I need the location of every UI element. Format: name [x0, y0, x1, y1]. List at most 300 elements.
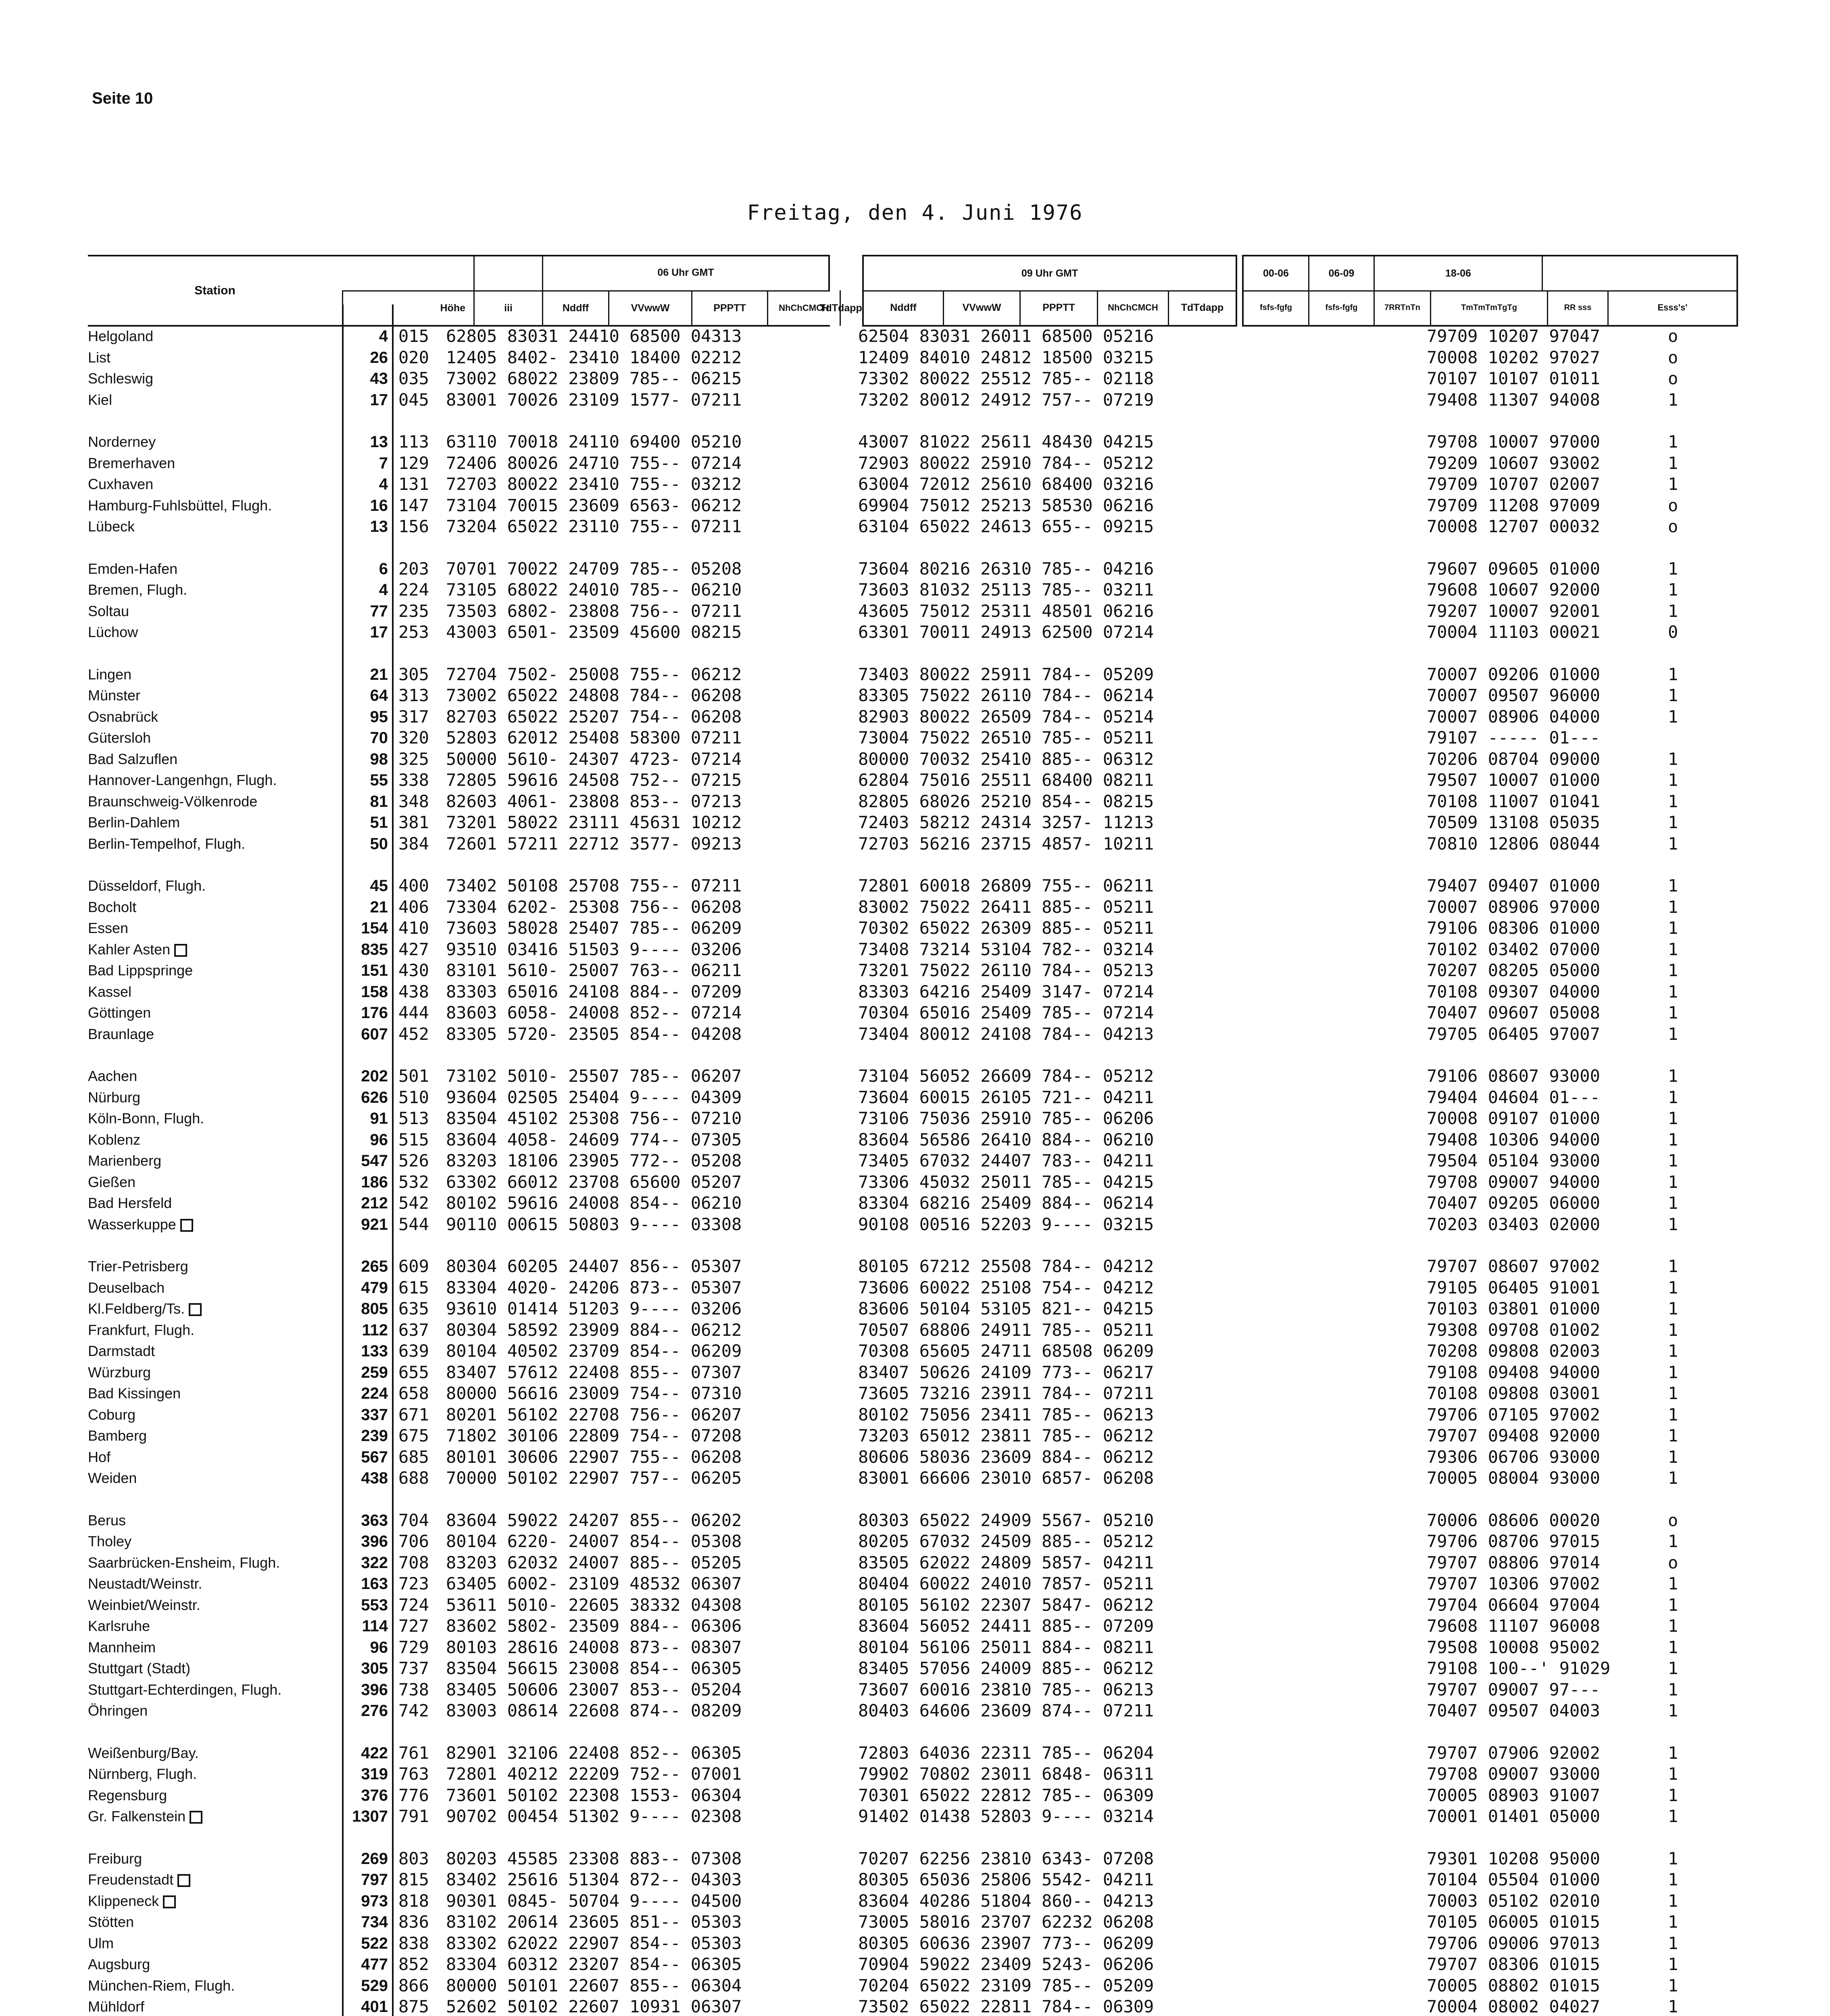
- station-name: [88, 706, 158, 727]
- obs-18-06: 79108 09408 94000: [1427, 1362, 1600, 1382]
- obs-18-06: 79708 09007 93000: [1427, 1764, 1600, 1784]
- obs-09-gmt: 70507 68806 24911 785-- 05211: [858, 1320, 1154, 1340]
- obs-code: 1: [1668, 1658, 1678, 1678]
- obs-09-gmt: 73104 56052 26609 784-- 05212: [858, 1066, 1154, 1086]
- station-height: 17: [370, 391, 388, 409]
- obs-06-gmt: 72703 80022 23410 755-- 03212: [446, 474, 742, 494]
- station-name: [88, 1743, 199, 1764]
- station-name: [88, 1806, 202, 1827]
- obs-09-gmt: 70301 65022 22812 785-- 06309: [858, 1785, 1154, 1805]
- station-name: [88, 1425, 147, 1446]
- obs-06-gmt: 83407 57612 22408 855-- 07307: [446, 1362, 742, 1382]
- obs-06-gmt: 83504 56615 23008 854-- 06305: [446, 1658, 742, 1678]
- station-name: [88, 1679, 281, 1700]
- obs-18-06: 79106 08306 01000: [1427, 918, 1600, 938]
- station-index: 776: [398, 1785, 429, 1805]
- station-index: 501: [398, 1066, 429, 1086]
- obs-06-gmt: 83504 45102 25308 756-- 07210: [446, 1108, 742, 1128]
- station-height: 7: [379, 454, 388, 472]
- table-row: [0, 897, 1830, 918]
- table-row: [0, 601, 1830, 622]
- obs-code: o: [1668, 1510, 1678, 1530]
- station-height: 1307: [352, 1808, 388, 1825]
- obs-09-gmt: 83606 50104 53105 821-- 04215: [858, 1299, 1154, 1318]
- obs-code: 1: [1668, 939, 1678, 959]
- obs-code: 1: [1668, 1785, 1678, 1805]
- station-name: [88, 1172, 135, 1193]
- station-height: 55: [370, 771, 388, 789]
- table-row: [0, 1341, 1830, 1362]
- station-height: 4: [379, 327, 388, 345]
- station-index: 348: [398, 791, 429, 811]
- station-index: 738: [398, 1679, 429, 1699]
- obs-09-gmt: 73005 58016 23707 62232 06208: [858, 1912, 1154, 1932]
- table-row: [0, 664, 1830, 685]
- obs-06-gmt: 83405 50606 23007 853-- 05204: [446, 1679, 742, 1699]
- table-row: [0, 1383, 1830, 1404]
- station-index: 513: [398, 1108, 429, 1128]
- station-index: 671: [398, 1404, 429, 1425]
- obs-06-gmt: 83003 08614 22608 874-- 08209: [446, 1701, 742, 1720]
- station-name: [88, 897, 136, 918]
- table-row: [0, 474, 1830, 495]
- station-name-text: Hamburg-Fuhlsbüttel, Flugh.: [88, 497, 272, 514]
- obs-code: o: [1668, 516, 1678, 536]
- station-name: [88, 1447, 110, 1468]
- table-row: [0, 1129, 1830, 1151]
- obs-code: 1: [1668, 558, 1678, 579]
- obs-09-gmt: 73306 45032 25011 785-- 04215: [858, 1172, 1154, 1192]
- station-index: 688: [398, 1468, 429, 1488]
- table-row: [0, 1616, 1830, 1637]
- station-index: 615: [398, 1277, 429, 1297]
- table-row: [0, 1066, 1830, 1087]
- obs-code: 1: [1668, 601, 1678, 621]
- header-left: [88, 255, 862, 327]
- station-height: 522: [361, 1934, 388, 1952]
- station-name-text: Koblenz: [88, 1131, 141, 1148]
- station-name-text: Weinbiet/Weinstr.: [88, 1596, 200, 1613]
- obs-06-gmt: 93604 02505 25404 9---- 04309: [446, 1087, 742, 1107]
- station-name: [88, 1150, 161, 1171]
- station-height: 13: [370, 433, 388, 451]
- station-index: 836: [398, 1912, 429, 1932]
- obs-18-06: 70004 11103 00021: [1427, 622, 1600, 642]
- obs-09-gmt: 83002 75022 26411 885-- 05211: [858, 897, 1154, 917]
- station-index: 384: [398, 833, 429, 854]
- station-name-text: Schleswig: [88, 370, 154, 387]
- station-name: [88, 1193, 172, 1214]
- station-name: [88, 833, 245, 854]
- obs-18-06: 70407 09607 05008: [1427, 1003, 1600, 1023]
- obs-code: 1: [1668, 1151, 1678, 1170]
- station-name-text: Nürnberg, Flugh.: [88, 1766, 197, 1782]
- obs-09-gmt: 70207 62256 23810 6343- 07208: [858, 1848, 1154, 1868]
- station-name-text: Nürburg: [88, 1089, 141, 1106]
- obs-18-06: 79508 10008 95002: [1427, 1637, 1600, 1657]
- station-index: 113: [398, 432, 429, 452]
- station-name-text: Bad Salzuflen: [88, 750, 178, 767]
- obs-09-gmt: 73603 81032 25113 785-- 03211: [858, 580, 1154, 600]
- table-row: [0, 1425, 1830, 1447]
- obs-18-06: 79209 10607 93002: [1427, 453, 1600, 473]
- station-height: 151: [361, 962, 388, 979]
- obs-06-gmt: 80201 56102 22708 756-- 06207: [446, 1404, 742, 1425]
- table-row: [0, 1320, 1830, 1341]
- obs-06-gmt: 93610 01414 51203 9---- 03206: [446, 1299, 742, 1318]
- sub-header-3: 7RRTnTn: [1374, 290, 1430, 325]
- station-group: [0, 664, 1830, 855]
- station-table: [0, 326, 1830, 2016]
- station-index: 708: [398, 1552, 429, 1572]
- station-name-text: Tholey: [88, 1533, 132, 1549]
- station-name-text: Bad Lippspringe: [88, 962, 193, 979]
- station-height: 224: [361, 1385, 388, 1402]
- obs-18-06: 79408 11307 94008: [1427, 389, 1600, 410]
- table-row: [0, 1700, 1830, 1722]
- table-row: [0, 1277, 1830, 1299]
- obs-18-06: 70007 08906 04000: [1427, 706, 1600, 727]
- station-name: [88, 558, 177, 579]
- obs-18-06: 79706 07105 97002: [1427, 1404, 1600, 1425]
- obs-09-gmt: 73302 80022 25512 785-- 02118: [858, 369, 1154, 388]
- obs-09-gmt: 43605 75012 25311 48501 06216: [858, 601, 1154, 621]
- station-index: 532: [398, 1172, 429, 1192]
- station-name: [88, 1531, 131, 1552]
- station-group: [0, 1256, 1830, 1489]
- obs-18-06: 70008 09107 01000: [1427, 1108, 1600, 1128]
- station-index: 305: [398, 664, 429, 684]
- station-name-text: Würzburg: [88, 1364, 151, 1381]
- table-row: [0, 770, 1830, 791]
- station-index: 313: [398, 685, 429, 705]
- obs-code: 1: [1668, 1129, 1678, 1150]
- station-name-text: Freiburg: [88, 1850, 142, 1867]
- obs-09-gmt: 80305 60636 23907 773-- 06209: [858, 1933, 1154, 1953]
- obs-code: 1: [1668, 1595, 1678, 1615]
- t06-header: 06 Uhr GMT: [542, 255, 830, 290]
- obs-09-gmt: 73004 75022 26510 785-- 05211: [858, 728, 1154, 748]
- station-name: [88, 685, 140, 706]
- station-index: 444: [398, 1003, 429, 1023]
- obs-18-06: 70102 03402 07000: [1427, 939, 1600, 959]
- station-name: [88, 727, 151, 748]
- station-name-text: Stuttgart-Echterdingen, Flugh.: [88, 1681, 282, 1698]
- obs-code: 1: [1668, 580, 1678, 600]
- obs-code: 1: [1668, 1531, 1678, 1551]
- station-index: 147: [398, 495, 429, 515]
- station-height: 202: [361, 1067, 388, 1085]
- station-height: 45: [370, 877, 388, 895]
- station-name-text: Frankfurt, Flugh.: [88, 1321, 195, 1338]
- table-row: [0, 1658, 1830, 1679]
- station-name-text: Münster: [88, 687, 141, 704]
- obs-18-06: 70407 09205 06000: [1427, 1193, 1600, 1213]
- obs-06-gmt: 80104 40502 23709 854-- 06209: [446, 1341, 742, 1361]
- station-height: 13: [370, 518, 388, 535]
- obs-09-gmt: 82805 68026 25210 854-- 08215: [858, 791, 1154, 811]
- obs-code: 1: [1668, 1637, 1678, 1657]
- station-height: 98: [370, 750, 388, 768]
- obs-18-06: 70008 12707 00032: [1427, 516, 1600, 536]
- station-index: 253: [398, 622, 429, 642]
- station-height: 797: [361, 1871, 388, 1889]
- table-row: [0, 1637, 1830, 1658]
- station-index: 338: [398, 770, 429, 790]
- station-name: [88, 474, 153, 495]
- station-name: [88, 981, 131, 1002]
- station-index: 035: [398, 369, 429, 388]
- obs-06-gmt: 83101 5610- 25007 763-- 06211: [446, 960, 742, 980]
- obs-18-06: 79301 10208 95000: [1427, 1848, 1600, 1868]
- table-row: [0, 1595, 1830, 1616]
- obs-code: o: [1668, 369, 1678, 388]
- c09-col-ppptt: PPPTT: [1019, 290, 1097, 325]
- obs-18-06: 79706 08706 97015: [1427, 1531, 1600, 1551]
- station-name: [88, 1616, 150, 1637]
- station-name-text: Göttingen: [88, 1004, 151, 1021]
- station-height: 269: [361, 1849, 388, 1868]
- obs-code: 1: [1668, 1341, 1678, 1361]
- station-name-text: Kahler Asten: [88, 941, 171, 958]
- obs-18-06: 79709 10707 02007: [1427, 474, 1600, 494]
- obs-code: 1: [1668, 1024, 1678, 1044]
- station-name: [88, 1552, 280, 1573]
- obs-09-gmt: 70204 65022 23109 785-- 05209: [858, 1975, 1154, 1995]
- obs-18-06: 70108 09808 03001: [1427, 1383, 1600, 1403]
- obs-09-gmt: 80000 70032 25410 885-- 06312: [858, 749, 1154, 769]
- station-name-text: Bad Kissingen: [88, 1385, 181, 1402]
- station-name-text: Darmstadt: [88, 1343, 155, 1359]
- station-name: [88, 326, 153, 347]
- station-height: 212: [361, 1194, 388, 1212]
- obs-06-gmt: 52803 62012 25408 58300 07211: [446, 728, 742, 748]
- table-row: [0, 685, 1830, 706]
- station-height: 114: [362, 1617, 388, 1635]
- obs-06-gmt: 73402 50108 25708 755-- 07211: [446, 876, 742, 896]
- station-name-text: Braunlage: [88, 1025, 154, 1042]
- station-height: 396: [361, 1681, 388, 1699]
- obs-18-06: 79707 07906 92002: [1427, 1743, 1600, 1763]
- station-name: [88, 749, 177, 770]
- obs-code: 1: [1668, 1574, 1678, 1593]
- station-index: 637: [398, 1320, 429, 1340]
- station-index: 761: [398, 1743, 429, 1763]
- t09-header: 09 Uhr GMT: [1021, 267, 1078, 279]
- obs-09-gmt: 80105 56102 22307 5847- 06212: [858, 1595, 1154, 1615]
- station-name-text: Soltau: [88, 602, 129, 619]
- table-row: [0, 1172, 1830, 1193]
- station-name: [88, 1764, 197, 1785]
- obs-09-gmt: 91402 01438 52803 9---- 03214: [858, 1806, 1154, 1826]
- obs-code: 1: [1668, 1193, 1678, 1213]
- station-name: [88, 1298, 202, 1319]
- obs-09-gmt: 80606 58036 23609 884-- 06212: [858, 1447, 1154, 1467]
- obs-06-gmt: 83602 5802- 23509 884-- 06306: [446, 1616, 742, 1636]
- station-name-text: Stuttgart (Stadt): [88, 1660, 191, 1677]
- obs-06-gmt: 73304 6202- 25308 756-- 06208: [446, 897, 742, 917]
- station-height: 64: [370, 687, 388, 704]
- obs-09-gmt: 73605 73216 23911 784-- 07211: [858, 1383, 1154, 1403]
- obs-code: 1: [1668, 1003, 1678, 1023]
- obs-18-06: 70407 09507 04003: [1427, 1701, 1600, 1720]
- table-row: [0, 1087, 1830, 1108]
- table-row: [0, 347, 1830, 369]
- obs-06-gmt: 83604 59022 24207 855-- 06202: [446, 1510, 742, 1530]
- station-index: 704: [398, 1510, 429, 1530]
- obs-code: 1: [1668, 1108, 1678, 1128]
- station-name: [88, 1975, 235, 1996]
- obs-code: 1: [1668, 981, 1678, 1002]
- table-row: [0, 558, 1830, 580]
- obs-06-gmt: 73102 5010- 25507 785-- 06207: [446, 1066, 742, 1086]
- obs-09-gmt: 83405 57056 24009 885-- 06212: [858, 1658, 1154, 1678]
- station-height: 607: [361, 1025, 388, 1043]
- r00-06-header: 00-06: [1263, 267, 1289, 279]
- obs-06-gmt: 83102 20614 23605 851-- 05303: [446, 1912, 742, 1932]
- obs-18-06: 70005 08903 91007: [1427, 1785, 1600, 1805]
- station-name: [88, 1637, 156, 1658]
- obs-code: o: [1668, 495, 1678, 515]
- obs-09-gmt: 70304 65016 25409 785-- 07214: [858, 1003, 1154, 1023]
- station-height: 6: [379, 560, 388, 578]
- table-row: [0, 706, 1830, 728]
- station-name: [88, 1066, 137, 1087]
- station-name-text: Norderney: [88, 433, 156, 450]
- station-index: 763: [398, 1764, 429, 1784]
- obs-06-gmt: 80104 6220- 24007 854-- 05308: [446, 1531, 742, 1551]
- obs-06-gmt: 63110 70018 24110 69400 05210: [446, 432, 742, 452]
- station-height: 553: [361, 1596, 388, 1614]
- obs-code: 1: [1668, 432, 1678, 452]
- station-name: [88, 939, 187, 960]
- station-name: [88, 1087, 140, 1108]
- obs-code: 1: [1668, 1848, 1678, 1868]
- obs-code: 1: [1668, 474, 1678, 494]
- station-height: 21: [370, 665, 388, 683]
- obs-09-gmt: 62504 83031 26011 68500 05216: [858, 326, 1154, 346]
- table-row: [0, 812, 1830, 833]
- obs-06-gmt: 71802 30106 22809 754-- 07208: [446, 1426, 742, 1445]
- station-index: 045: [398, 389, 429, 410]
- station-height: 154: [361, 919, 388, 937]
- station-index: 542: [398, 1193, 429, 1213]
- table-row: [0, 1193, 1830, 1214]
- obs-09-gmt: 73201 75022 26110 784-- 05213: [858, 960, 1154, 980]
- station-index: 655: [398, 1362, 429, 1382]
- obs-09-gmt: 43007 81022 25611 48430 04215: [858, 432, 1154, 452]
- obs-06-gmt: 90702 00454 51302 9---- 02308: [446, 1806, 742, 1826]
- obs-code: 1: [1668, 664, 1678, 684]
- sub-header-4: TmTmTmTgTg: [1430, 290, 1547, 325]
- station-index: 317: [398, 706, 429, 727]
- station-name-text: Lüchow: [88, 624, 138, 640]
- station-height: 477: [361, 1956, 388, 1973]
- obs-code: 1: [1668, 1468, 1678, 1488]
- station-height: 163: [361, 1575, 388, 1593]
- station-name: [88, 875, 206, 896]
- station-index: 609: [398, 1256, 429, 1276]
- station-name-text: Gießen: [88, 1173, 136, 1190]
- station-index: 723: [398, 1574, 429, 1593]
- station-name: [88, 1658, 190, 1679]
- station-name: [88, 1891, 176, 1912]
- station-name-text: Hof: [88, 1448, 111, 1465]
- station-name-text: Braunschweig-Völkenrode: [88, 793, 258, 810]
- station-name-text: Berlin-Tempelhof, Flugh.: [88, 835, 246, 852]
- obs-09-gmt: 82903 80022 26509 784-- 05214: [858, 706, 1154, 727]
- obs-09-gmt: 73502 65022 22811 784-- 06309: [858, 1997, 1154, 2016]
- obs-18-06: 70509 13108 05035: [1427, 812, 1600, 832]
- station-index: 727: [398, 1616, 429, 1636]
- station-name: [88, 1573, 202, 1594]
- station-name: [88, 431, 156, 452]
- obs-09-gmt: 72903 80022 25910 784-- 05212: [858, 453, 1154, 473]
- station-name: [88, 1341, 155, 1362]
- obs-code: 1: [1668, 685, 1678, 705]
- obs-09-gmt: 83604 56586 26410 884-- 06210: [858, 1129, 1154, 1150]
- obs-06-gmt: 73204 65022 23110 755-- 07211: [446, 516, 742, 536]
- obs-06-gmt: 80304 58592 23909 884-- 06212: [446, 1320, 742, 1340]
- obs-code: 1: [1668, 791, 1678, 811]
- obs-09-gmt: 73606 60022 25108 754-- 04212: [858, 1277, 1154, 1297]
- obs-06-gmt: 53611 5010- 22605 38332 04308: [446, 1595, 742, 1615]
- obs-06-gmt: 82703 65022 25207 754-- 06208: [446, 706, 742, 727]
- obs-18-06: 79704 06604 97004: [1427, 1595, 1600, 1615]
- obs-09-gmt: 62804 75016 25511 68400 08211: [858, 770, 1154, 790]
- table-row: [0, 1912, 1830, 1933]
- obs-06-gmt: 83402 25616 51304 872-- 04303: [446, 1870, 742, 1889]
- station-index: 803: [398, 1848, 429, 1868]
- table-row: [0, 1975, 1830, 1997]
- station-name: [88, 791, 257, 812]
- station-name: [88, 1933, 114, 1954]
- station-name-text: Bremerhaven: [88, 454, 175, 471]
- obs-18-06: 70207 08205 05000: [1427, 960, 1600, 980]
- iii-header: iii: [473, 290, 542, 326]
- station-height: 626: [361, 1088, 388, 1106]
- table-row: [0, 1869, 1830, 1891]
- obs-code: 1: [1668, 770, 1678, 790]
- station-name-text: Neustadt/Weinstr.: [88, 1575, 202, 1592]
- obs-18-06: 70005 08004 93000: [1427, 1468, 1600, 1488]
- station-name: [88, 368, 153, 389]
- sub-header-2: fsfs-fgfg: [1308, 290, 1374, 325]
- obs-06-gmt: 80000 56616 23009 754-- 07310: [446, 1383, 742, 1403]
- obs-code: 1: [1668, 1743, 1678, 1763]
- table-row: [0, 453, 1830, 474]
- obs-06-gmt: 83304 60312 23207 854-- 06305: [446, 1954, 742, 1974]
- obs-code: 1: [1668, 1299, 1678, 1318]
- obs-code: 1: [1668, 1426, 1678, 1445]
- obs-09-gmt: 83604 56052 24411 885-- 07209: [858, 1616, 1154, 1636]
- station-name-text: Karlsruhe: [88, 1618, 150, 1634]
- station-name: [88, 622, 138, 643]
- obs-06-gmt: 72805 59616 24508 752-- 07215: [446, 770, 742, 790]
- station-name: [88, 1362, 151, 1383]
- station-name-text: Bocholt: [88, 898, 137, 915]
- table-row: [0, 1764, 1830, 1785]
- station-name-text: Düsseldorf, Flugh.: [88, 877, 206, 894]
- obs-09-gmt: 63104 65022 24613 655-- 09215: [858, 516, 1154, 536]
- obs-code: 1: [1668, 1172, 1678, 1192]
- obs-18-06: 79107 ----- 01---: [1427, 728, 1600, 748]
- obs-18-06: 79607 09605 01000: [1427, 558, 1600, 579]
- station-name-text: Berlin-Dahlem: [88, 814, 180, 831]
- obs-09-gmt: 72801 60018 26809 755-- 06211: [858, 876, 1154, 896]
- station-name-text: Bad Hersfeld: [88, 1195, 172, 1211]
- station-height: 265: [361, 1258, 388, 1275]
